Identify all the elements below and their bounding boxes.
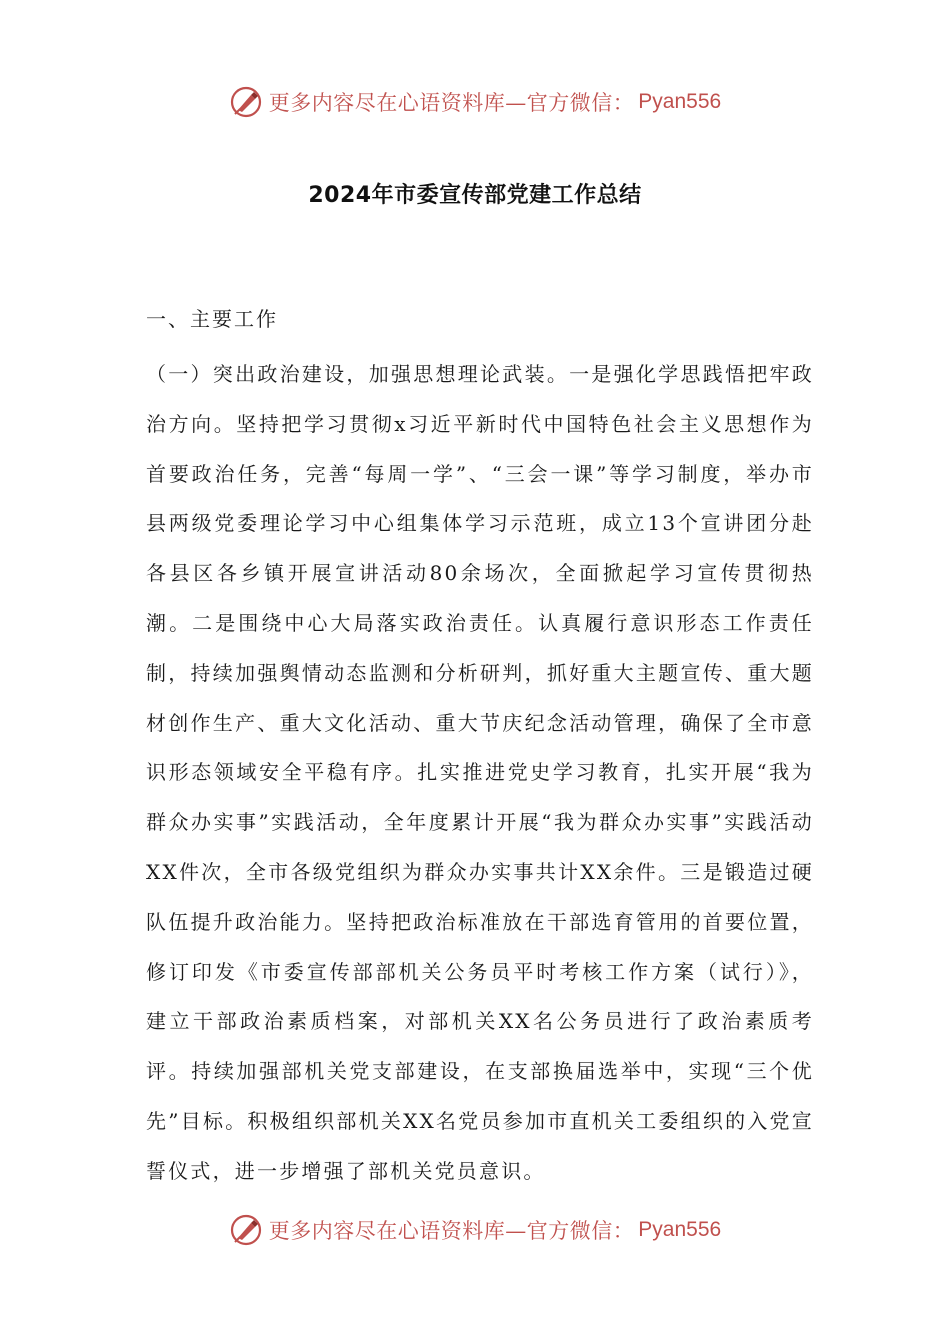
pen-nib-logo-icon xyxy=(229,85,263,119)
body-paragraph: （一）突出政治建设，加强思想理论武装。一是强化学思践悟把牢政治方向。坚持把学习贯彻x习近平新时代中国特色社会主义思想作为首要政治任务，完善“每周一学”、“三会一课”等学习制度，举办市县两级党委理论学习中心组集体学习示范班，成立13个宣讲团分赴各县区各乡镇开展宣讲活动80余场次，全面掀起学习宣传贯彻热潮。二是围绕中心大局落实政治责任。认真履行意识形态工作责任制，持续加强舆情动态监测和分析研判，抓好重大主题宣传、重大题材创作生产、重大文化活动、重大节庆纪念活动管理，确保了全市意识形态领域安全平稳有序。扎实推进党史学习教育，扎实开展“我为群众办实事”实践活动，全年度累计开展“我为群众办实事”实践活动XX件次，全市各级党组织为群众办实事共计XX余件。三是锻造过硬队伍提升政治能力。坚持把政治标准放在干部选育管用的首要位置，修订印发《市委宣传部部机关公务员平时考核工作方案（试行）》，建立干部政治素质档案，对部机关XX名公务员进行了政治素质考评。持续加强部机关党支部建设，在支部换届选举中，实现“三个优先”目标。积极组织部机关XX名党员参加市直机关工委组织的入党宣誓仪式，进一步增强了部机关党员意识。 xyxy=(146,362,814,1183)
watermark-wechat-id: Pyan556 xyxy=(638,1218,722,1241)
watermark-banner-bottom xyxy=(0,1210,950,1250)
watermark-wechat-id: Pyan556 xyxy=(638,90,722,113)
watermark-banner-top xyxy=(0,82,950,122)
document-title: 2024年市委宣传部党建工作总结 xyxy=(308,183,642,208)
pen-nib-logo-icon xyxy=(229,1213,263,1247)
section-heading: 一、主要工作 xyxy=(146,307,278,331)
watermark-text: 更多内容尽在心语资料库—官方微信： xyxy=(268,1219,635,1243)
watermark-text: 更多内容尽在心语资料库—官方微信： xyxy=(268,91,635,115)
